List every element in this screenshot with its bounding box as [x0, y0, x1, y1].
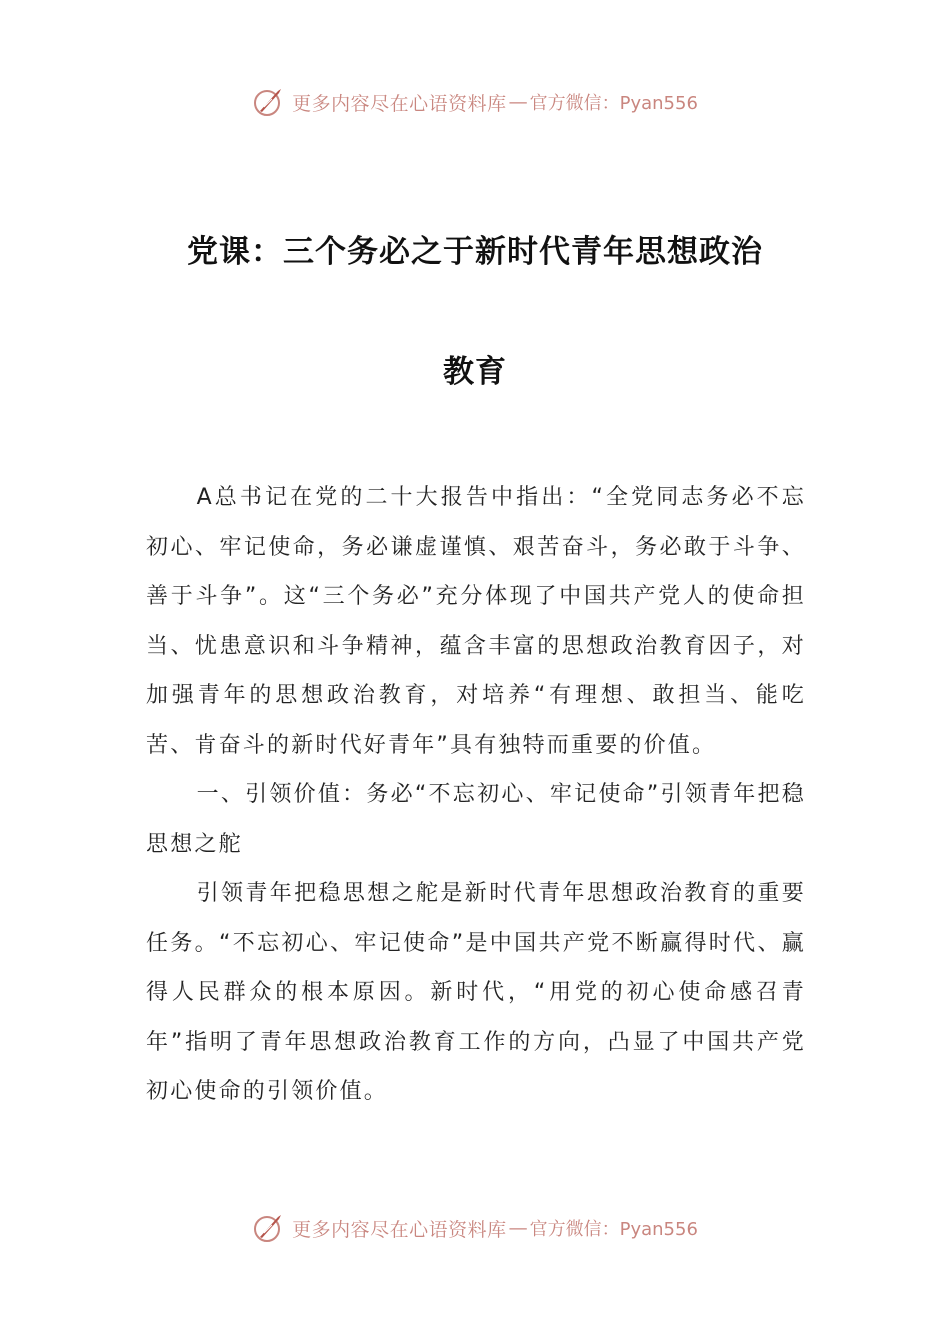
feather-pen-logo-icon [252, 1211, 286, 1245]
watermark-contact-text: 官方微信：Pyan556 [529, 93, 698, 114]
watermark-contact-text: 官方微信：Pyan556 [529, 1219, 698, 1240]
footer-watermark [0, 1208, 950, 1248]
document-title-line-1: 党课：三个务必之于新时代青年思想政治 [187, 234, 763, 270]
watermark-dash: — [508, 1217, 528, 1239]
body-paragraph-intro: A总书记在党的二十大报告中指出：“全党同志务必不忘初心、牢记使命，务必谦虚谨慎、艰苦奋斗，务必敢于斗争、善于斗争”。这“三个务必”充分体现了中国共产党人的使命担当、忧患意识和斗争精神，蕴含丰富的思想政治教育因子，对加强青年的思想政治教育，对培养“有理想、敢担当、能吃苦、肯奋斗的新时代好青年”具有独特而重要的价值。 [146, 485, 806, 758]
section-heading-1: 一、引领价值：务必“不忘初心、牢记使命”引领青年把稳思想之舵 [146, 782, 806, 857]
feather-pen-logo-icon [252, 85, 286, 119]
watermark-site-text: 更多内容尽在心语资料库 [292, 1218, 507, 1241]
document-title-line-2: 教育 [443, 354, 507, 390]
watermark-site-text: 更多内容尽在心语资料库 [292, 92, 507, 115]
document-body [146, 473, 806, 1117]
watermark-dash: — [508, 91, 528, 113]
header-watermark [0, 82, 950, 122]
body-paragraph-section-1: 引领青年把稳思想之舵是新时代青年思想政治教育的重要任务。“不忘初心、牢记使命”是中国共产党不断赢得时代、赢得人民群众的根本原因。新时代，“用党的初心使命感召青年”指明了青年思想政治教育工作的方向，凸显了中国共产党初心使命的引领价值。 [146, 881, 806, 1104]
